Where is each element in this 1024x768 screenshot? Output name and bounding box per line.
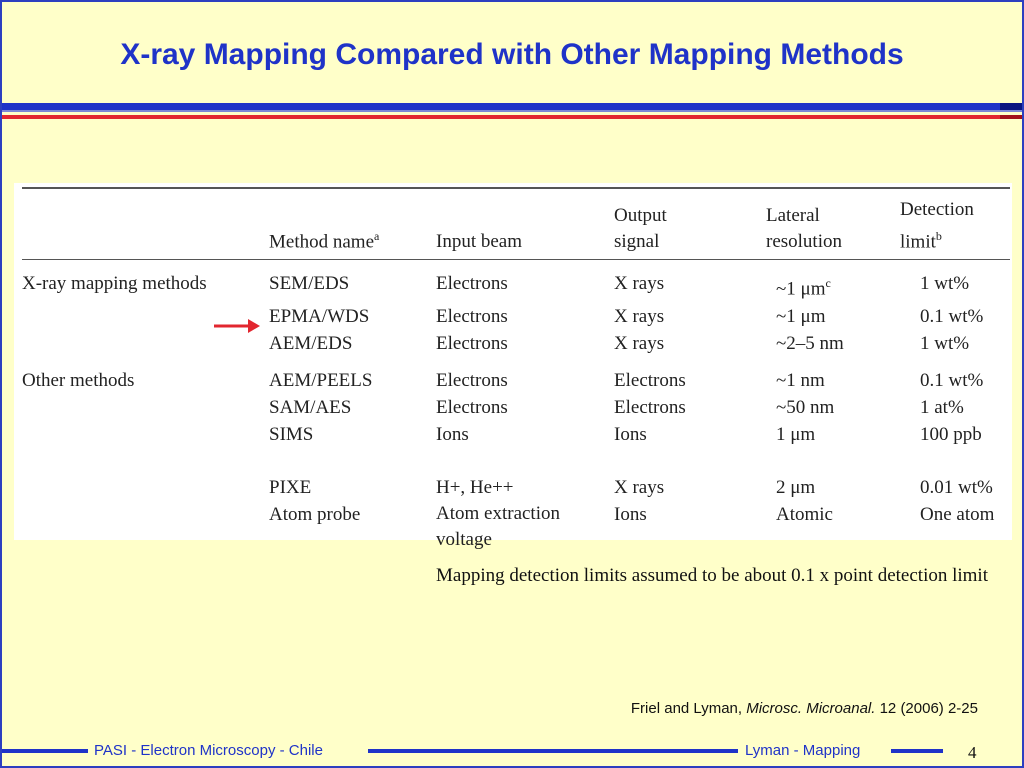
table-row: SIMS Ions Ions 1 μm 100 ppb bbox=[269, 423, 982, 445]
footer-line-right bbox=[891, 749, 943, 753]
header-detection-limit: Detection limit$^b$ bbox=[900, 199, 974, 253]
footer-line-mid bbox=[368, 749, 738, 753]
comparison-table bbox=[22, 187, 1010, 553]
table-row: PIXE H+, He++ X rays 2 μm 0.01 wt% bbox=[269, 476, 993, 498]
page-number: 4 bbox=[968, 743, 977, 762]
title-divider-blue-end bbox=[1000, 103, 1022, 110]
header-method-name: Method name$^a$ bbox=[269, 229, 380, 253]
title-divider-red-end bbox=[1000, 115, 1022, 119]
title-divider-thin bbox=[2, 110, 1022, 112]
header-lateral-resolution: Lateral resolution bbox=[766, 205, 842, 253]
comparison-table-panel bbox=[14, 183, 1012, 550]
footer-course: PASI - Electron Microscopy - Chile bbox=[94, 742, 323, 759]
table-row-highlighted: AEM/EDS Electrons X rays ~2–5 nm 1 wt% bbox=[269, 332, 970, 354]
table-row: EPMA/WDS Electrons X rays ~1 μm 0.1 wt% bbox=[269, 305, 984, 327]
citation: Friel and Lyman, Microsc. Microanal. 12 (2006) 2-25 bbox=[630, 700, 978, 717]
header-empty bbox=[22, 188, 269, 260]
footer-topic: Lyman - Mapping bbox=[745, 742, 861, 759]
highlight-arrow-icon bbox=[212, 316, 262, 336]
group-label: Other methods bbox=[22, 369, 135, 391]
slide-title: X-ray Mapping Compared with Other Mapping Methods bbox=[120, 38, 904, 71]
header-input-beam: Input beam bbox=[436, 231, 523, 253]
group-label: X-ray mapping methods bbox=[22, 273, 207, 295]
detection-note: Mapping detection limits assumed to be about 0.1 x point detection limit bbox=[436, 565, 988, 586]
title-divider-red bbox=[2, 115, 1022, 119]
header-output-signal: Output signal bbox=[614, 205, 667, 253]
table-row: SAM/AES Electrons Electrons ~50 nm 1 at% bbox=[269, 396, 964, 418]
table-row: Atom probe Atom extraction voltage Ions Atomic One atom bbox=[269, 502, 995, 550]
table-row: Other methods AEM/PEELS Electrons Electrons ~1 nm 0.1 wt% bbox=[22, 367, 1010, 394]
footer-line-left bbox=[2, 749, 88, 753]
title-divider-blue bbox=[2, 103, 1022, 110]
table-header-row bbox=[22, 188, 1010, 260]
table-row: X-ray mapping methods SEM/EDS Electrons X rays ~1 $\mu m^c$ 1 wt% bbox=[22, 270, 1010, 302]
